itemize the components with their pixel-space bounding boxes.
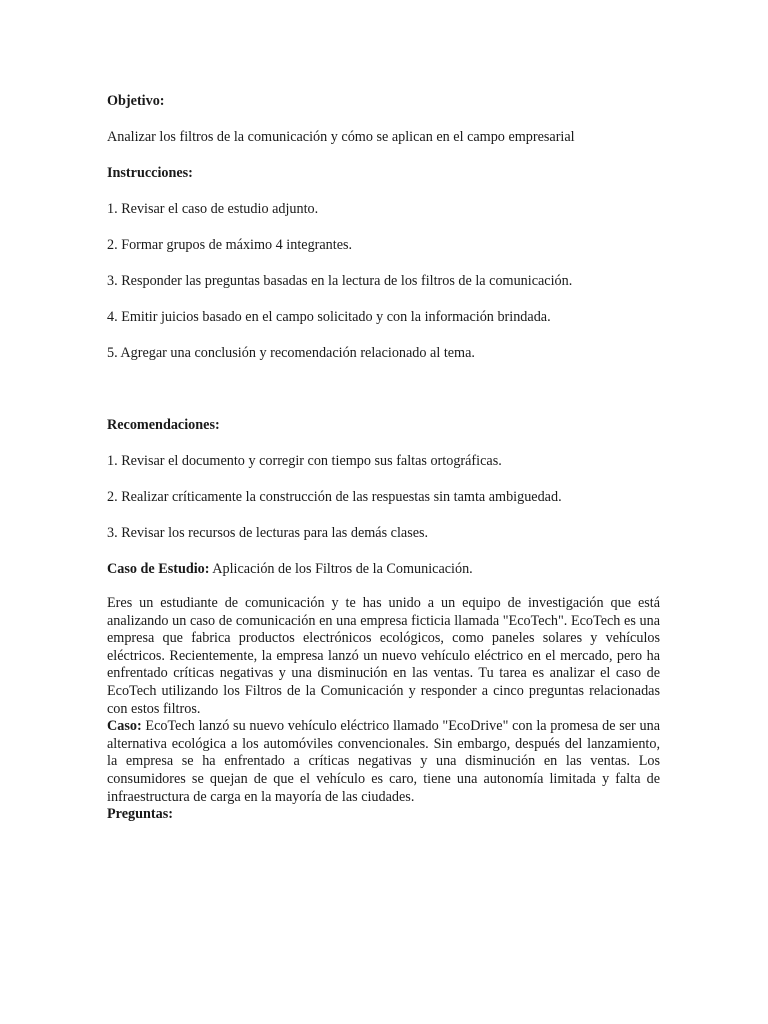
recomendacion-item: 3. Revisar los recursos de lecturas para las demás clases. bbox=[107, 525, 429, 541]
objetivo-heading: Objetivo: bbox=[107, 93, 165, 109]
recomendaciones-heading: Recomendaciones: bbox=[107, 417, 220, 433]
caso-estudio-title: Aplicación de los Filtros de la Comunicación. bbox=[209, 561, 473, 577]
intro-paragraph: Eres un estudiante de comunicación y te has unido a un equipo de investigación que está analizando un caso de comunicación en una empresa ficticia llamada "EcoTech". EcoTech es una empresa que fabrica productos electrónicos ecológicos, como paneles solares y vehículos eléctricos. Recientemente, la empresa lanzó un nuevo vehículo eléctrico en el mercado, pero ha enfrentado críticas negativas y una disminución en las ventas. Tu tarea es analizar el caso de EcoTech utilizando los Filtros de la Comunicación y responder a cinco preguntas relacionadas con estos filtros. bbox=[107, 595, 660, 717]
caso-estudio-label: Caso de Estudio: bbox=[107, 561, 210, 577]
caso-text: EcoTech lanzó su nuevo vehículo eléctrico llamado "EcoDrive" con la promesa de ser una alternativa ecológica a los automóviles convencionales. Sin embargo, después del lanzamiento, la empresa se ha enfrentado a críticas negativas y una disminución en las ventas. Los consumidores se quejan de que el vehículo es caro, tiene una autonomía limitada y falta de infraestructura de carga en la mayoría de las ciudades. bbox=[107, 718, 660, 805]
case-body bbox=[107, 595, 660, 824]
instruccion-item: 1. Revisar el caso de estudio adjunto. bbox=[107, 201, 319, 217]
instruccion-item: 5. Agregar una conclusión y recomendación relacionado al tema. bbox=[107, 345, 475, 361]
instrucciones-heading: Instrucciones: bbox=[107, 165, 193, 181]
instruccion-item: 2. Formar grupos de máximo 4 integrantes. bbox=[107, 237, 353, 253]
recomendacion-item: 1. Revisar el documento y corregir con tiempo sus faltas ortográficas. bbox=[107, 453, 502, 469]
caso-paragraph bbox=[107, 718, 660, 806]
instruccion-item: 4. Emitir juicios basado en el campo solicitado y con la información brindada. bbox=[107, 309, 551, 325]
caso-label: Caso: bbox=[107, 718, 142, 735]
caso-estudio-line bbox=[107, 560, 473, 578]
preguntas-heading: Preguntas: bbox=[107, 806, 173, 823]
recomendacion-item: 2. Realizar críticamente la construcción de las respuestas sin tamta ambiguedad. bbox=[107, 489, 562, 505]
objetivo-text: Analizar los filtros de la comunicación y cómo se aplican en el campo empresarial bbox=[107, 129, 575, 145]
instruccion-item: 3. Responder las preguntas basadas en la lectura de los filtros de la comunicación. bbox=[107, 273, 573, 289]
